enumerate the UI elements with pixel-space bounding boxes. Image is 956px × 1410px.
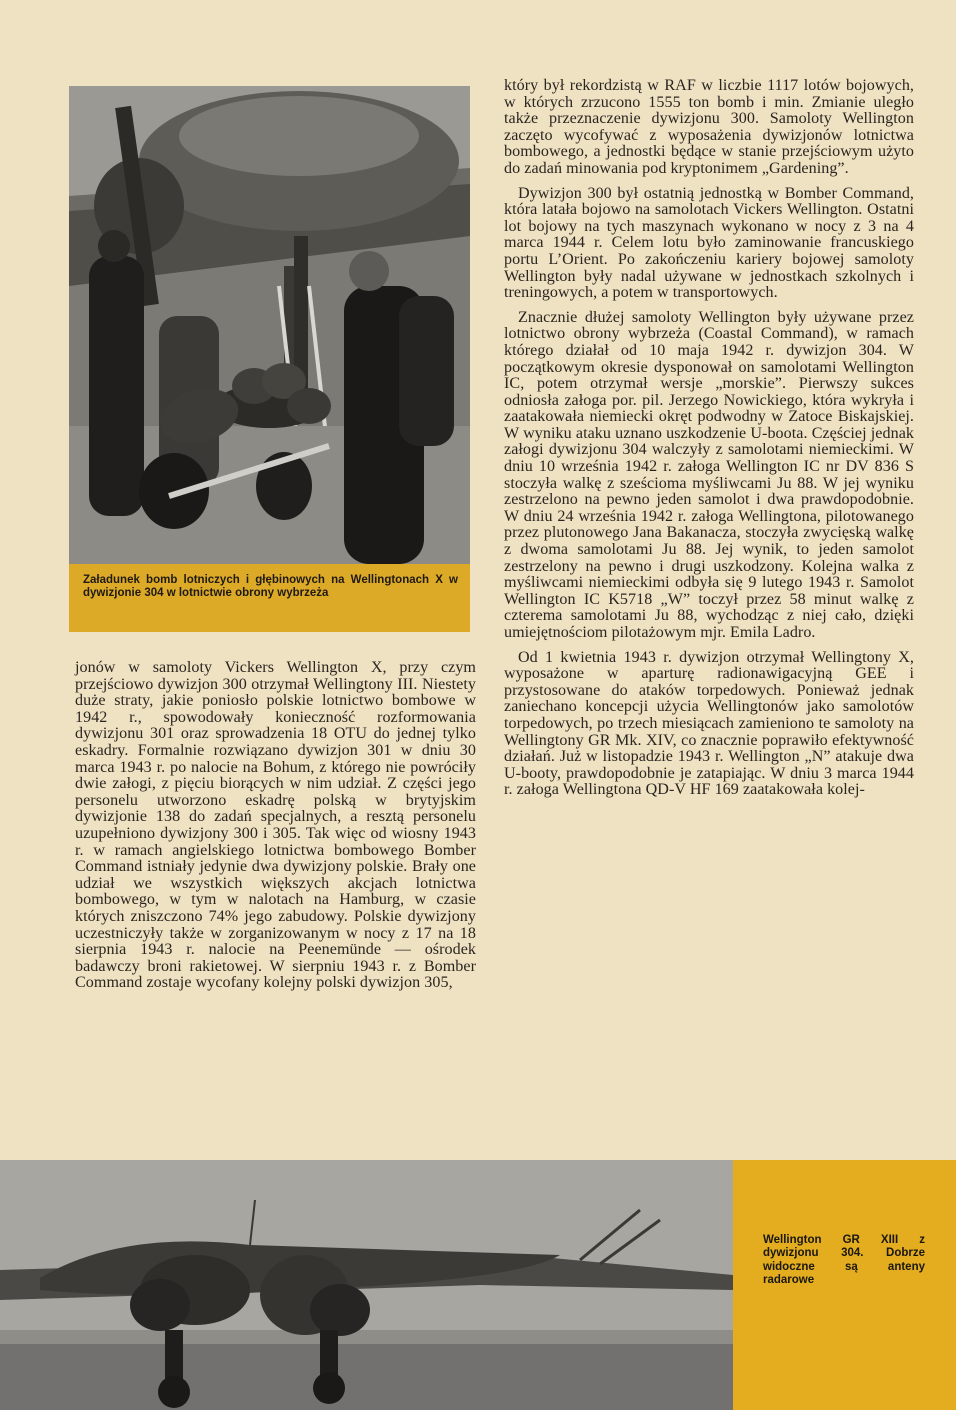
wellington-aircraft-illustration [0, 1160, 733, 1410]
photo-caption-bottom: Wellington GR XIII z dywizjonu 304. Dobrze widoczne są anteny radarowe [763, 1234, 925, 1287]
paragraph: Od 1 kwietnia 1943 r. dywizjon otrzymał Wellingtony X, wyposażone w aparturę radionawigacyjną GEE i przystosowane do ataków torpedowych. Ponieważ jednak zaniechano koncepcji użycia Wellingtonów jako samolotów torpedowych, po trzech miesiącach zamieniono te samoloty na Wellingtony GR Mk. XIV, co znacznie poprawiło efektywność działań. Już w listopadzie 1943 r. Wellington „N” atakuje dwa U-booty, prawdopodobnie je zatapiając. W dniu 3 marca 1944 r. załoga Wellingtona QD-V HF 169 zaatakowała kolej- [504, 648, 914, 799]
bomb-loading-illustration [69, 86, 470, 564]
paragraph: który był rekordzistą w RAF w liczbie 1117 lotów bojowych, w których zrzucono 1555 ton bomb i min. Zmianie uległo także przeznaczenie dywizjonu 300. Samoloty Wellington zaczęto wycofywać z wyposażenia dywizjonów lotnictwa bombowego, a jednostki będące w stanie przejściowym użyto do zadań minowania pod kryptonimem „Gardening”. [504, 77, 914, 177]
photo-caption-bottom-panel [733, 1160, 956, 1410]
left-text-column [75, 660, 476, 992]
right-text-column [504, 78, 914, 799]
wellington-aircraft-photo [0, 1160, 733, 1410]
bomb-loading-photo [69, 86, 470, 564]
paragraph: Znacznie dłużej samoloty Wellington były używane przez lotnictwo obrony wybrzeża (Coastal Command), w ramach którego działał od 10 maja 1942 r. dywizjon 304. W początkowym okresie dysponował on samolotami Wellington IC, potem otrzymał wersje „morskie”. Pierwszy sukces odniosła załoga por. pil. Jerzego Nowickiego, która wykryła i zaatakowała niemiecki okręt podwodny w Zatoce Biskajskiej. W wyniku ataku uznano uszkodzenie U-boota. Częściej jednak załogi dywizjonu 304 walczyły z samolotami niemieckimi. W dniu 10 września 1942 r. załoga Wellington IC nr DV 836 S stoczyła walkę z sześcioma myśliwcami Ju 88. W jej wyniku zestrzelono na pewno jeden samolot i dwa prawdopodobnie. W dniu 24 września 1942 r. załoga Wellingtona, pilotowanego przez plutonowego Jana Bakanacza, stoczyła zwycięską walkę z dwoma samolotami Ju 88. Jej wynik, to jeden samolot zestrzelony na pewno i drugi uszkodzony. Kolejna walka z myśliwcami niemieckimi odbyła się 9 lutego 1943 r. Samolot Wellington IC K5718 „W” toczył przez 58 minut walkę z czterema samolotami Ju 88, wychodząc z niej cało, dzięki umiejętnościom pilotażowym mjr. Emila Ladro. [504, 308, 914, 641]
paragraph: Dywizjon 300 był ostatnią jednostką w Bomber Command, która latała bojowo na samolotach Vickers Wellington. Ostatni lot bojowy na tych maszynach wykonano w nocy z 3 na 4 marca 1944 r. Celem lotu było zaminowanie francuskiego portu L’Orient. Po zakończeniu kariery bojowej samoloty Wellington były nadal używane w jednostkach szkolnych i treningowych, a potem w transportowych. [504, 184, 914, 302]
photo-caption-top: Załadunek bomb lotniczych i głębinowych na Wellingtonach X w dywizjonie 304 w lotnictwie obrony wybrzeża [69, 564, 470, 632]
paragraph: jonów w samoloty Vickers Wellington X, przy czym przejściowo dywizjon 300 otrzymał Wellingtony III. Niestety duże straty, jakie poniosło polskie lotnictwo bombowe w 1942 r., spowodowały konieczność rozformowania dywizjonu 301 oraz sprowadzenia 18 OTU do jednej tylko eskadry. Formalnie rozwiązano dywizjon 301 w dniu 30 marca 1943 r. po nalocie na Bohum, z którego nie powróciły dwie załogi, z pięciu biorących w nim udział. Z części jego personelu utworzono eskadrę polską w brytyjskim dywizjonie 138 do zadań specjalnych, a resztą personelu uzupełniono dywizjony 300 i 305. Tak więc od wiosny 1943 r. w ramach angielskiego lotnictwa bombowego Bomber Command istniały jedynie dwa dywizjony polskie. Brały one udział we wszystkich większych akcjach lotnictwa bombowego, w tym w nalotach na Hamburg, w czasie których zniszczono 74% jego zabudowy. Polskie dywizjony uczestniczyły także w zorganizowanym w nocy z 17 na 18 sierpnia 1943 r. nalocie na Peenemünde — ośrodek badawczy broni rakietowej. W sierpniu 1943 r. z Bomber Command zostaje wycofany kolejny polski dywizjon 305, [75, 659, 476, 992]
